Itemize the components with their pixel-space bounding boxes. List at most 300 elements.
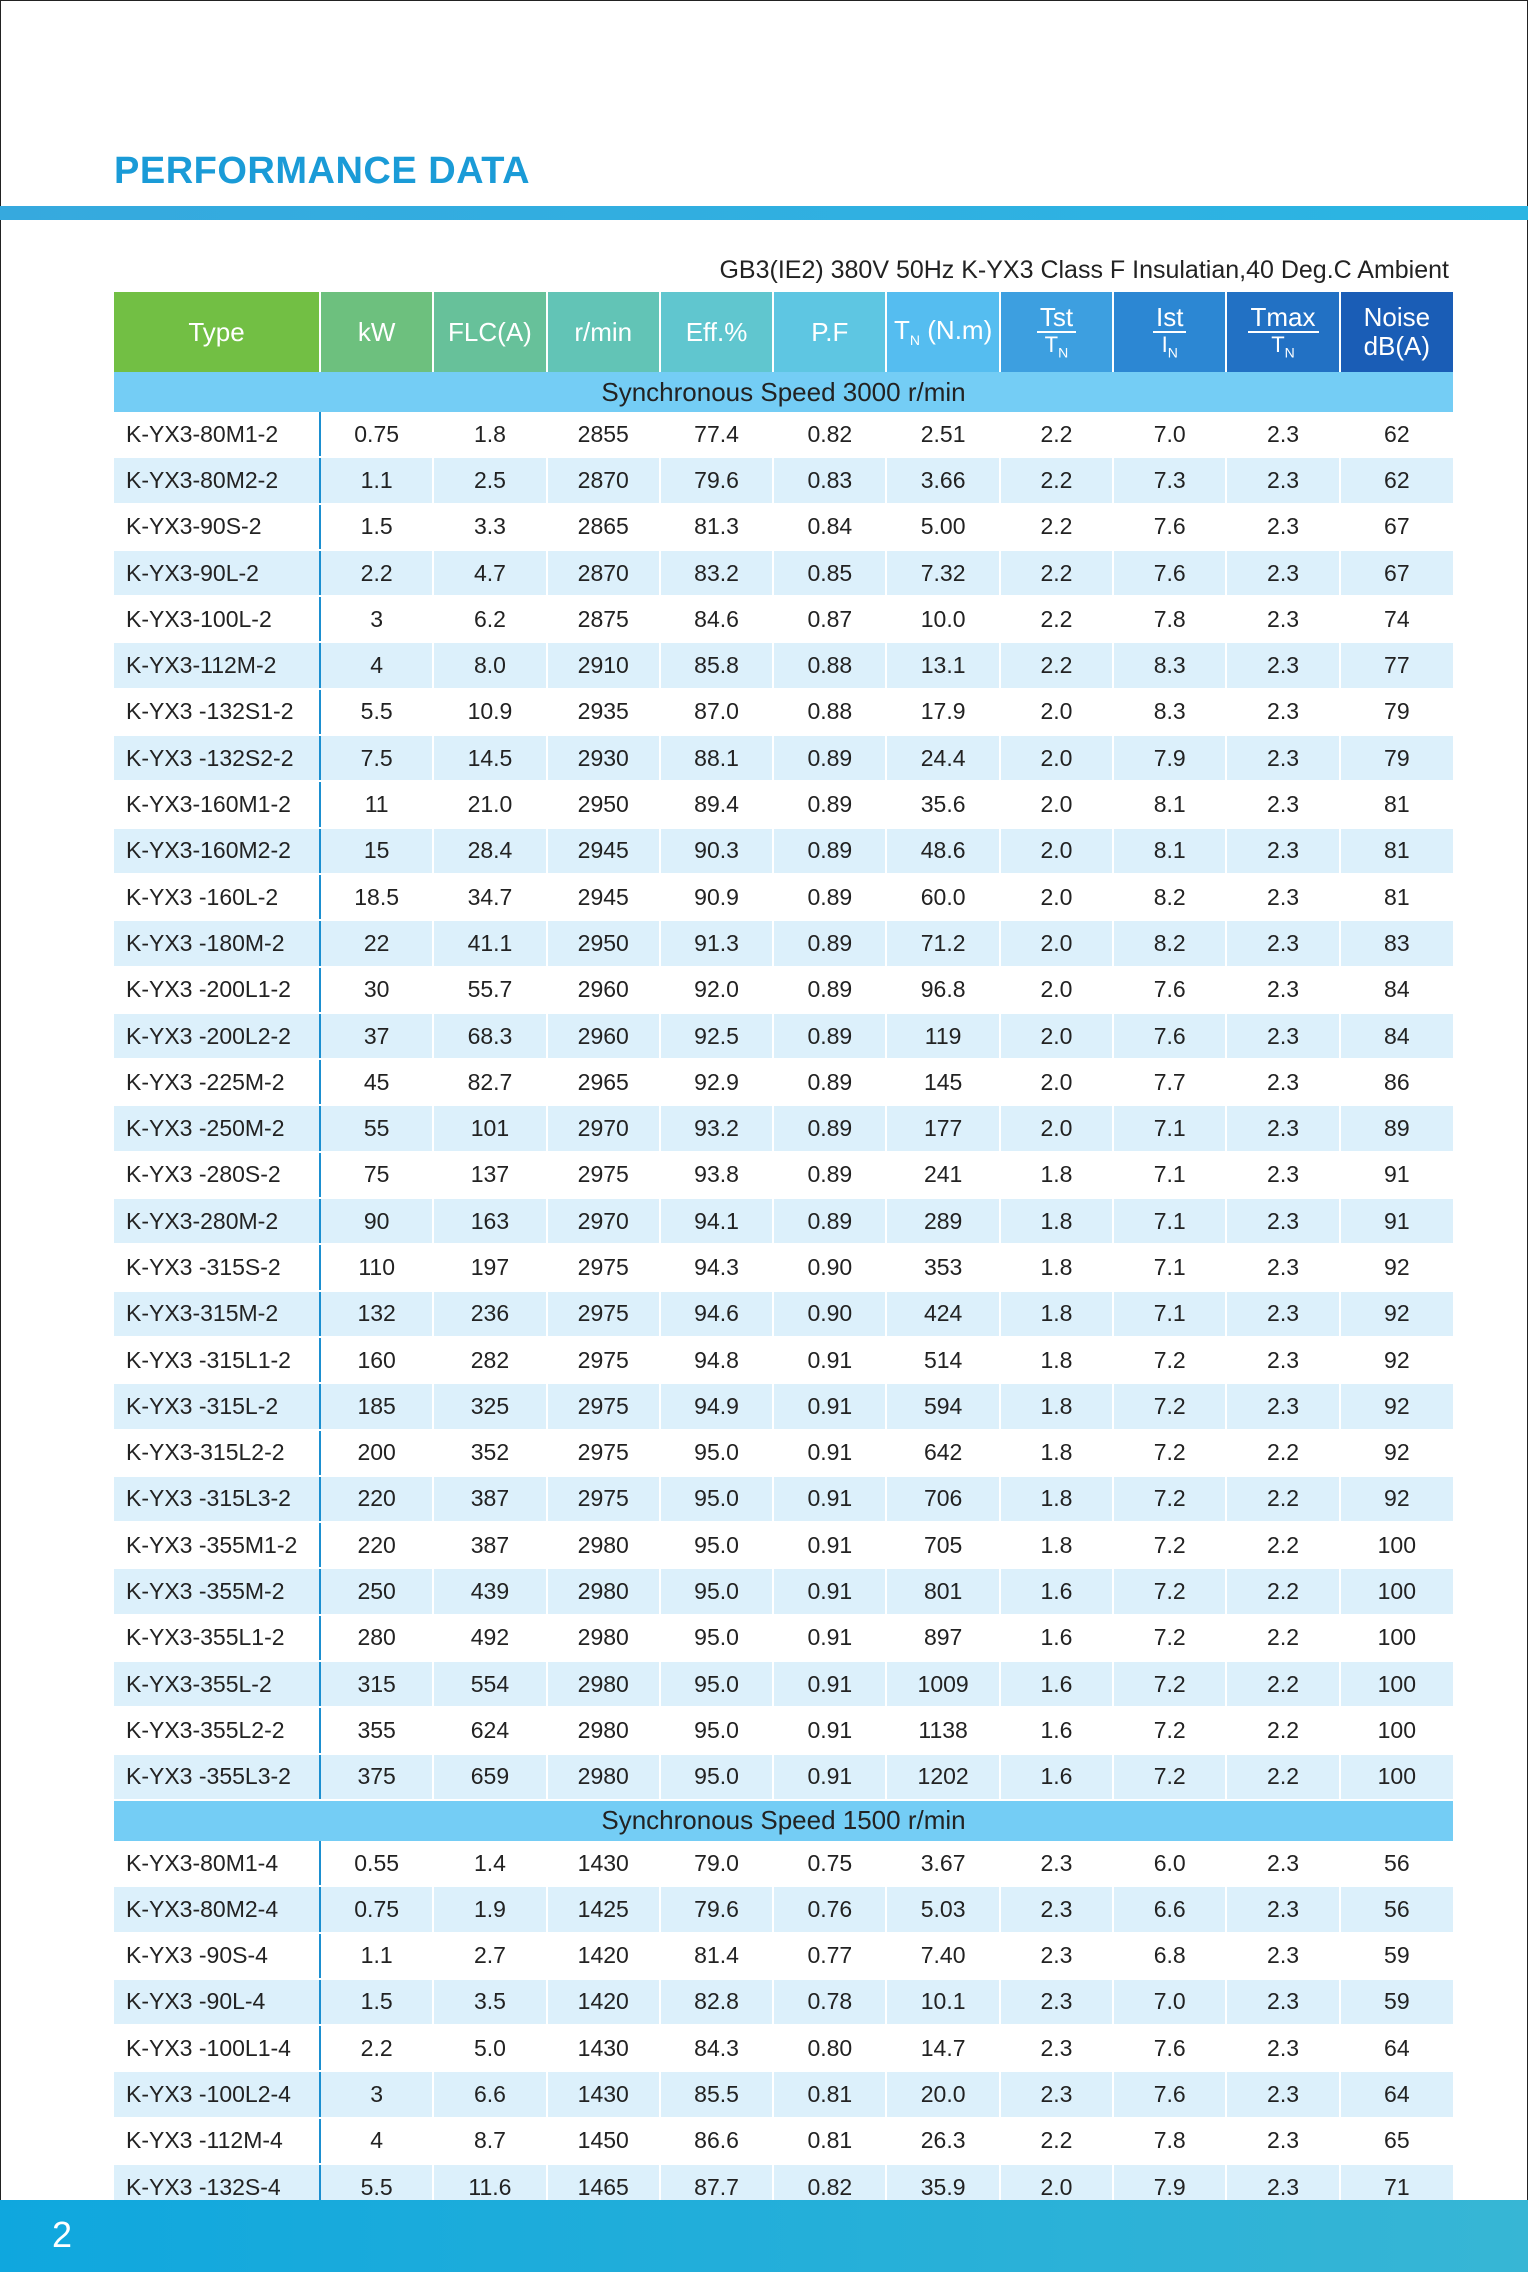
cell-tmax: 2.3 [1226, 1337, 1339, 1383]
cell-tst: 2.0 [1000, 1059, 1113, 1105]
cell-tmax: 2.3 [1226, 781, 1339, 827]
cell-kw: 0.75 [320, 412, 433, 457]
table-row [114, 1707, 1453, 1753]
cell-tst: 2.3 [1000, 1933, 1113, 1979]
cell-rpm: 2975 [547, 1152, 660, 1198]
cell-noise: 65 [1340, 2118, 1453, 2164]
cell-tst: 2.0 [1000, 735, 1113, 781]
table-row [114, 1430, 1453, 1476]
cell-noise: 71 [1340, 2164, 1453, 2210]
cell-pf: 0.91 [773, 1615, 886, 1661]
cell-tmax: 2.3 [1226, 1105, 1339, 1151]
cell-tmax: 2.3 [1226, 642, 1339, 688]
cell-noise: 92 [1340, 1244, 1453, 1290]
cell-ist: 6.6 [1113, 1886, 1226, 1932]
cell-flc: 68.3 [433, 1013, 546, 1059]
cell-pf: 0.91 [773, 1568, 886, 1614]
cell-eff: 92.0 [660, 967, 773, 1013]
cell-kw: 375 [320, 1754, 433, 1800]
cell-eff: 94.3 [660, 1244, 773, 1290]
cell-flc: 137 [433, 1152, 546, 1198]
cell-type: K-YX3-355L-2 [114, 1661, 320, 1707]
cell-ist: 7.6 [1113, 2025, 1226, 2071]
cell-tmax: 2.3 [1226, 1979, 1339, 2025]
cell-pf: 0.89 [773, 1013, 886, 1059]
cell-flc: 492 [433, 1615, 546, 1661]
cell-tst: 2.2 [1000, 642, 1113, 688]
cell-kw: 0.55 [320, 1841, 433, 1886]
cell-rpm: 2945 [547, 828, 660, 874]
tmax-denominator-sub: N [1284, 344, 1295, 361]
table-row [114, 1841, 1453, 1886]
cell-type: K-YX3 -200L2-2 [114, 1013, 320, 1059]
cell-tst: 1.6 [1000, 1661, 1113, 1707]
cell-tmax: 2.3 [1226, 2071, 1339, 2117]
table-row [114, 1105, 1453, 1151]
cell-ist: 7.6 [1113, 967, 1226, 1013]
cell-rpm: 2970 [547, 1105, 660, 1151]
cell-flc: 282 [433, 1337, 546, 1383]
cell-flc: 325 [433, 1383, 546, 1429]
cell-rpm: 2975 [547, 1383, 660, 1429]
cell-tmax: 2.3 [1226, 689, 1339, 735]
table-row [114, 967, 1453, 1013]
cell-tn: 2.51 [886, 412, 999, 457]
cell-tmax: 2.3 [1226, 2025, 1339, 2071]
table-caption: GB3(IE2) 380V 50Hz K-YX3 Class F Insulatian,40 Deg.C Ambient [719, 256, 1449, 284]
cell-tmax: 2.3 [1226, 1059, 1339, 1105]
cell-rpm: 2960 [547, 1013, 660, 1059]
cell-flc: 34.7 [433, 874, 546, 920]
cell-ist: 7.1 [1113, 1291, 1226, 1337]
cell-noise: 59 [1340, 1933, 1453, 1979]
cell-eff: 93.8 [660, 1152, 773, 1198]
cell-rpm: 1430 [547, 2071, 660, 2117]
cell-pf: 0.89 [773, 1198, 886, 1244]
cell-tn: 119 [886, 1013, 999, 1059]
cell-flc: 236 [433, 1291, 546, 1337]
section-header-row [114, 372, 1453, 412]
cell-pf: 0.83 [773, 457, 886, 503]
tst-denominator-sub: N [1058, 344, 1069, 361]
cell-pf: 0.78 [773, 1979, 886, 2025]
cell-ist: 7.2 [1113, 1568, 1226, 1614]
cell-tn: 706 [886, 1476, 999, 1522]
cell-rpm: 1425 [547, 1886, 660, 1932]
cell-tst: 1.8 [1000, 1337, 1113, 1383]
table-row [114, 2025, 1453, 2071]
cell-pf: 0.91 [773, 1337, 886, 1383]
cell-tmax: 2.3 [1226, 412, 1339, 457]
cell-noise: 79 [1340, 689, 1453, 735]
cell-pf: 0.91 [773, 1754, 886, 1800]
table-row [114, 596, 1453, 642]
cell-type: K-YX3 -355M1-2 [114, 1522, 320, 1568]
cell-kw: 22 [320, 920, 433, 966]
performance-table [114, 292, 1453, 2211]
cell-flc: 197 [433, 1244, 546, 1290]
cell-rpm: 2935 [547, 689, 660, 735]
cell-tst: 2.2 [1000, 2118, 1113, 2164]
cell-tn: 17.9 [886, 689, 999, 735]
cell-flc: 21.0 [433, 781, 546, 827]
cell-kw: 315 [320, 1661, 433, 1707]
cell-tn: 60.0 [886, 874, 999, 920]
cell-rpm: 2980 [547, 1568, 660, 1614]
cell-rpm: 2875 [547, 596, 660, 642]
cell-rpm: 2910 [547, 642, 660, 688]
cell-flc: 5.0 [433, 2025, 546, 2071]
tn-letter: T [894, 314, 910, 345]
cell-rpm: 2980 [547, 1615, 660, 1661]
cell-kw: 200 [320, 1430, 433, 1476]
cell-flc: 439 [433, 1568, 546, 1614]
cell-rpm: 1430 [547, 2025, 660, 2071]
cell-kw: 1.1 [320, 1933, 433, 1979]
cell-tmax: 2.3 [1226, 504, 1339, 550]
cell-eff: 89.4 [660, 781, 773, 827]
cell-type: K-YX3 -355L3-2 [114, 1754, 320, 1800]
cell-eff: 81.4 [660, 1933, 773, 1979]
cell-noise: 59 [1340, 1979, 1453, 2025]
table-row [114, 1661, 1453, 1707]
cell-tmax: 2.2 [1226, 1568, 1339, 1614]
cell-ist: 7.9 [1113, 735, 1226, 781]
cell-flc: 1.8 [433, 412, 546, 457]
cell-tn: 20.0 [886, 2071, 999, 2117]
cell-tn: 897 [886, 1615, 999, 1661]
cell-type: K-YX3 -132S2-2 [114, 735, 320, 781]
cell-tn: 145 [886, 1059, 999, 1105]
cell-noise: 100 [1340, 1522, 1453, 1568]
table-row [114, 1013, 1453, 1059]
cell-tmax: 2.3 [1226, 596, 1339, 642]
cell-pf: 0.89 [773, 1105, 886, 1151]
cell-kw: 185 [320, 1383, 433, 1429]
cell-tmax: 2.2 [1226, 1661, 1339, 1707]
table-row [114, 735, 1453, 781]
cell-tn: 35.9 [886, 2164, 999, 2210]
cell-noise: 89 [1340, 1105, 1453, 1151]
ist-numerator: Ist [1153, 303, 1186, 334]
cell-noise: 100 [1340, 1754, 1453, 1800]
cell-flc: 3.5 [433, 1979, 546, 2025]
cell-kw: 132 [320, 1291, 433, 1337]
cell-ist: 7.9 [1113, 2164, 1226, 2210]
cell-ist: 8.2 [1113, 874, 1226, 920]
cell-tmax: 2.3 [1226, 2164, 1339, 2210]
tn-sub: N [909, 331, 921, 348]
cell-kw: 55 [320, 1105, 433, 1151]
cell-type: K-YX3-280M-2 [114, 1198, 320, 1244]
cell-flc: 1.9 [433, 1886, 546, 1932]
table-row [114, 1476, 1453, 1522]
table-row [114, 1568, 1453, 1614]
cell-tn: 801 [886, 1568, 999, 1614]
cell-pf: 0.89 [773, 828, 886, 874]
cell-eff: 85.5 [660, 2071, 773, 2117]
cell-eff: 92.5 [660, 1013, 773, 1059]
cell-eff: 83.2 [660, 550, 773, 596]
cell-tmax: 2.3 [1226, 1152, 1339, 1198]
cell-ist: 7.0 [1113, 1979, 1226, 2025]
cell-type: K-YX3 -160L-2 [114, 874, 320, 920]
cell-tmax: 2.3 [1226, 550, 1339, 596]
col-header-kw: kW [320, 292, 433, 372]
cell-eff: 84.3 [660, 2025, 773, 2071]
col-header-type: Type [114, 292, 320, 372]
cell-pf: 0.89 [773, 1152, 886, 1198]
cell-tst: 2.2 [1000, 596, 1113, 642]
cell-tmax: 2.2 [1226, 1522, 1339, 1568]
table-row [114, 642, 1453, 688]
cell-flc: 11.6 [433, 2164, 546, 2210]
cell-noise: 100 [1340, 1568, 1453, 1614]
cell-eff: 86.6 [660, 2118, 773, 2164]
cell-flc: 10.9 [433, 689, 546, 735]
cell-eff: 95.0 [660, 1707, 773, 1753]
cell-type: K-YX3 -200L1-2 [114, 967, 320, 1013]
cell-tst: 1.8 [1000, 1291, 1113, 1337]
cell-eff: 95.0 [660, 1430, 773, 1476]
cell-rpm: 2980 [547, 1754, 660, 1800]
cell-tst: 2.3 [1000, 1886, 1113, 1932]
cell-type: K-YX3 -315L3-2 [114, 1476, 320, 1522]
cell-pf: 0.82 [773, 2164, 886, 2210]
cell-noise: 91 [1340, 1198, 1453, 1244]
cell-eff: 91.3 [660, 920, 773, 966]
cell-noise: 83 [1340, 920, 1453, 966]
cell-noise: 84 [1340, 967, 1453, 1013]
cell-ist: 7.2 [1113, 1383, 1226, 1429]
cell-flc: 8.7 [433, 2118, 546, 2164]
cell-tn: 35.6 [886, 781, 999, 827]
cell-tst: 1.8 [1000, 1198, 1113, 1244]
cell-noise: 84 [1340, 1013, 1453, 1059]
cell-noise: 92 [1340, 1337, 1453, 1383]
table-row [114, 1337, 1453, 1383]
cell-type: K-YX3-315L2-2 [114, 1430, 320, 1476]
cell-ist: 7.2 [1113, 1707, 1226, 1753]
cell-pf: 0.89 [773, 874, 886, 920]
cell-eff: 95.0 [660, 1522, 773, 1568]
table-row [114, 828, 1453, 874]
cell-noise: 64 [1340, 2071, 1453, 2117]
cell-tn: 705 [886, 1522, 999, 1568]
cell-eff: 77.4 [660, 412, 773, 457]
cell-eff: 88.1 [660, 735, 773, 781]
cell-tn: 5.00 [886, 504, 999, 550]
cell-flc: 6.2 [433, 596, 546, 642]
cell-pf: 0.84 [773, 504, 886, 550]
cell-tmax: 2.3 [1226, 2118, 1339, 2164]
table-body [114, 372, 1453, 2210]
cell-tst: 2.3 [1000, 2025, 1113, 2071]
tst-numerator: Tst [1037, 303, 1076, 334]
cell-pf: 0.89 [773, 781, 886, 827]
cell-eff: 87.0 [660, 689, 773, 735]
cell-tmax: 2.2 [1226, 1430, 1339, 1476]
cell-eff: 94.6 [660, 1291, 773, 1337]
noise-line-1: Noise [1363, 302, 1431, 333]
cell-type: K-YX3 -90L-4 [114, 1979, 320, 2025]
cell-tmax: 2.2 [1226, 1707, 1339, 1753]
cell-tmax: 2.3 [1226, 1383, 1339, 1429]
cell-type: K-YX3-160M1-2 [114, 781, 320, 827]
cell-tmax: 2.3 [1226, 457, 1339, 503]
cell-type: K-YX3-80M2-2 [114, 457, 320, 503]
cell-ist: 8.1 [1113, 828, 1226, 874]
cell-tmax: 2.3 [1226, 735, 1339, 781]
cell-type: K-YX3-315M-2 [114, 1291, 320, 1337]
table-row [114, 2118, 1453, 2164]
cell-tn: 26.3 [886, 2118, 999, 2164]
cell-type: K-YX3-90S-2 [114, 504, 320, 550]
cell-tmax: 2.3 [1226, 1933, 1339, 1979]
cell-tmax: 2.3 [1226, 1013, 1339, 1059]
col-header-pf: P.F [773, 292, 886, 372]
cell-tn: 241 [886, 1152, 999, 1198]
cell-type: K-YX3-355L2-2 [114, 1707, 320, 1753]
table-row [114, 1291, 1453, 1337]
cell-eff: 81.3 [660, 504, 773, 550]
tmax-numerator: Tmax [1248, 303, 1319, 334]
cell-kw: 4 [320, 642, 433, 688]
cell-eff: 95.0 [660, 1476, 773, 1522]
cell-tst: 2.0 [1000, 1013, 1113, 1059]
cell-tn: 14.7 [886, 2025, 999, 2071]
cell-type: K-YX3 -132S1-2 [114, 689, 320, 735]
cell-flc: 554 [433, 1661, 546, 1707]
cell-flc: 2.7 [433, 1933, 546, 1979]
cell-tmax: 2.3 [1226, 1841, 1339, 1886]
cell-type: K-YX3-90L-2 [114, 550, 320, 596]
cell-flc: 352 [433, 1430, 546, 1476]
cell-tmax: 2.2 [1226, 1615, 1339, 1661]
cell-pf: 0.91 [773, 1476, 886, 1522]
cell-tmax: 2.2 [1226, 1754, 1339, 1800]
cell-tmax: 2.2 [1226, 1476, 1339, 1522]
cell-tst: 2.0 [1000, 874, 1113, 920]
footer-bar [0, 2200, 1528, 2272]
cell-pf: 0.91 [773, 1430, 886, 1476]
cell-kw: 280 [320, 1615, 433, 1661]
cell-flc: 387 [433, 1476, 546, 1522]
cell-tst: 2.0 [1000, 1105, 1113, 1151]
cell-rpm: 2855 [547, 412, 660, 457]
cell-noise: 64 [1340, 2025, 1453, 2071]
col-header-noise [1340, 292, 1453, 372]
cell-kw: 160 [320, 1337, 433, 1383]
cell-type: K-YX3-112M-2 [114, 642, 320, 688]
cell-tst: 1.8 [1000, 1476, 1113, 1522]
cell-ist: 7.1 [1113, 1105, 1226, 1151]
cell-kw: 30 [320, 967, 433, 1013]
cell-tmax: 2.3 [1226, 1198, 1339, 1244]
cell-tn: 5.03 [886, 1886, 999, 1932]
cell-eff: 94.1 [660, 1198, 773, 1244]
cell-ist: 8.3 [1113, 642, 1226, 688]
cell-rpm: 2975 [547, 1291, 660, 1337]
cell-kw: 355 [320, 1707, 433, 1753]
cell-type: K-YX3 -100L2-4 [114, 2071, 320, 2117]
cell-pf: 0.90 [773, 1244, 886, 1290]
cell-tst: 2.0 [1000, 920, 1113, 966]
cell-ist: 7.2 [1113, 1337, 1226, 1383]
cell-kw: 5.5 [320, 2164, 433, 2210]
col-header-ist [1113, 292, 1226, 372]
cell-type: K-YX3-80M2-4 [114, 1886, 320, 1932]
cell-tst: 2.0 [1000, 689, 1113, 735]
cell-tst: 1.8 [1000, 1522, 1113, 1568]
table-row [114, 1198, 1453, 1244]
cell-eff: 93.2 [660, 1105, 773, 1151]
cell-tn: 289 [886, 1198, 999, 1244]
cell-kw: 1.1 [320, 457, 433, 503]
cell-flc: 6.6 [433, 2071, 546, 2117]
cell-noise: 56 [1340, 1886, 1453, 1932]
cell-rpm: 2975 [547, 1430, 660, 1476]
table-row [114, 1979, 1453, 2025]
cell-tmax: 2.3 [1226, 967, 1339, 1013]
cell-tn: 594 [886, 1383, 999, 1429]
cell-pf: 0.75 [773, 1841, 886, 1886]
table-row [114, 550, 1453, 596]
cell-tn: 642 [886, 1430, 999, 1476]
cell-ist: 7.2 [1113, 1476, 1226, 1522]
cell-pf: 0.89 [773, 1059, 886, 1105]
cell-tn: 1138 [886, 1707, 999, 1753]
cell-flc: 8.0 [433, 642, 546, 688]
cell-eff: 95.0 [660, 1661, 773, 1707]
cell-tst: 1.6 [1000, 1707, 1113, 1753]
cell-tn: 3.67 [886, 1841, 999, 1886]
cell-pf: 0.91 [773, 1707, 886, 1753]
cell-tn: 353 [886, 1244, 999, 1290]
cell-noise: 67 [1340, 550, 1453, 596]
cell-kw: 5.5 [320, 689, 433, 735]
cell-ist: 7.6 [1113, 504, 1226, 550]
cell-pf: 0.91 [773, 1383, 886, 1429]
cell-tmax: 2.3 [1226, 828, 1339, 874]
cell-noise: 91 [1340, 1152, 1453, 1198]
cell-ist: 7.2 [1113, 1661, 1226, 1707]
cell-noise: 92 [1340, 1291, 1453, 1337]
cell-pf: 0.81 [773, 2071, 886, 2117]
ist-denominator-sub: N [1167, 344, 1178, 361]
cell-tst: 2.0 [1000, 781, 1113, 827]
cell-eff: 95.0 [660, 1568, 773, 1614]
cell-kw: 90 [320, 1198, 433, 1244]
tmax-denominator: T [1271, 332, 1285, 358]
cell-noise: 62 [1340, 457, 1453, 503]
cell-type: K-YX3-355L1-2 [114, 1615, 320, 1661]
table-header-row [114, 292, 1453, 372]
cell-eff: 90.3 [660, 828, 773, 874]
cell-tmax: 2.3 [1226, 1244, 1339, 1290]
cell-kw: 0.75 [320, 1886, 433, 1932]
cell-type: K-YX3 -280S-2 [114, 1152, 320, 1198]
cell-pf: 0.89 [773, 920, 886, 966]
table-row [114, 1383, 1453, 1429]
cell-rpm: 1420 [547, 1979, 660, 2025]
cell-tn: 71.2 [886, 920, 999, 966]
cell-pf: 0.82 [773, 412, 886, 457]
cell-type: K-YX3-80M1-2 [114, 412, 320, 457]
cell-ist: 7.8 [1113, 596, 1226, 642]
table-row [114, 874, 1453, 920]
cell-tn: 1202 [886, 1754, 999, 1800]
